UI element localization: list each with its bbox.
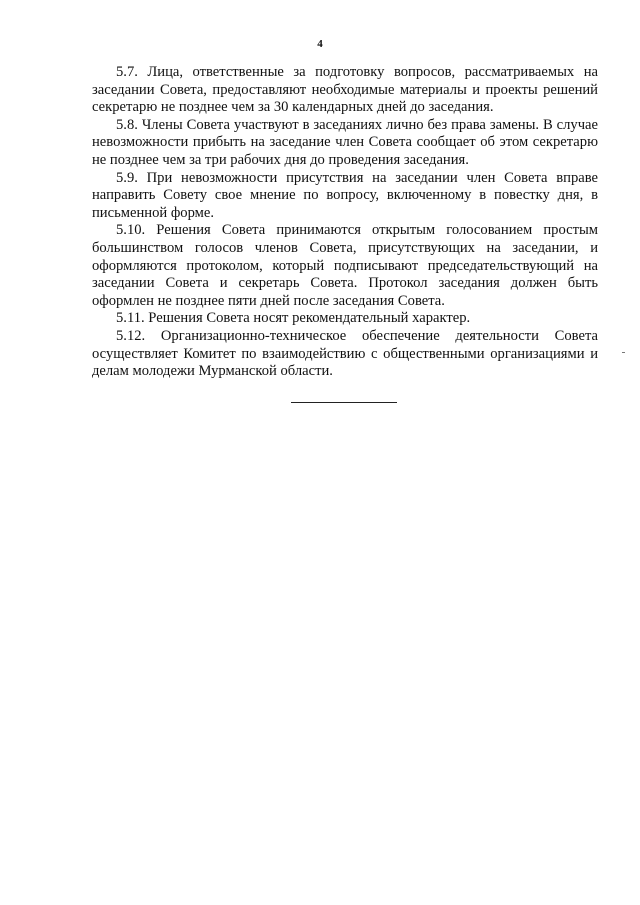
- paragraph-5-7: 5.7. Лица, ответственные за подготовку вопросов, рассматриваемых на заседании Совета, предоставляют необходимые материалы и проекты решений секретарю не позднее чем за 30 календарных дней до заседания.: [92, 64, 598, 116]
- scan-margin-mark: [622, 352, 625, 353]
- page-number: 4: [317, 38, 323, 50]
- paragraph-5-8: 5.8. Члены Совета участвуют в заседаниях лично без права замены. В случае невозможности прибыть на заседание член Совета сообщает об этом секретарю не позднее чем за три рабочих дня до проведения заседания.: [92, 116, 598, 168]
- paragraph-5-9: 5.9. При невозможности присутствия на заседании член Совета вправе направить Совету свое мнение по вопросу, включенному в повестку дня, в письменной форме.: [92, 169, 598, 221]
- document-body: [92, 64, 598, 381]
- paragraph-5-10: 5.10. Решения Совета принимаются открытым голосованием простым большинством голосов членов Совета, присутствующих на заседании, и оформляются протоколом, который подписывают председательствующий на заседании Совета и секретарь Совета. Протокол заседания должен быть оформлен не позднее пяти дней после заседания Совета.: [92, 222, 598, 309]
- paragraph-5-12: 5.12. Организационно-техническое обеспечение деятельности Совета осуществляет Комитет по взаимодействию с общественными организациями и делам молодежи Мурманской области.: [92, 327, 598, 380]
- end-divider-line: [291, 402, 397, 403]
- paragraph-5-11: 5.11. Решения Совета носят рекомендательный характер.: [116, 310, 471, 327]
